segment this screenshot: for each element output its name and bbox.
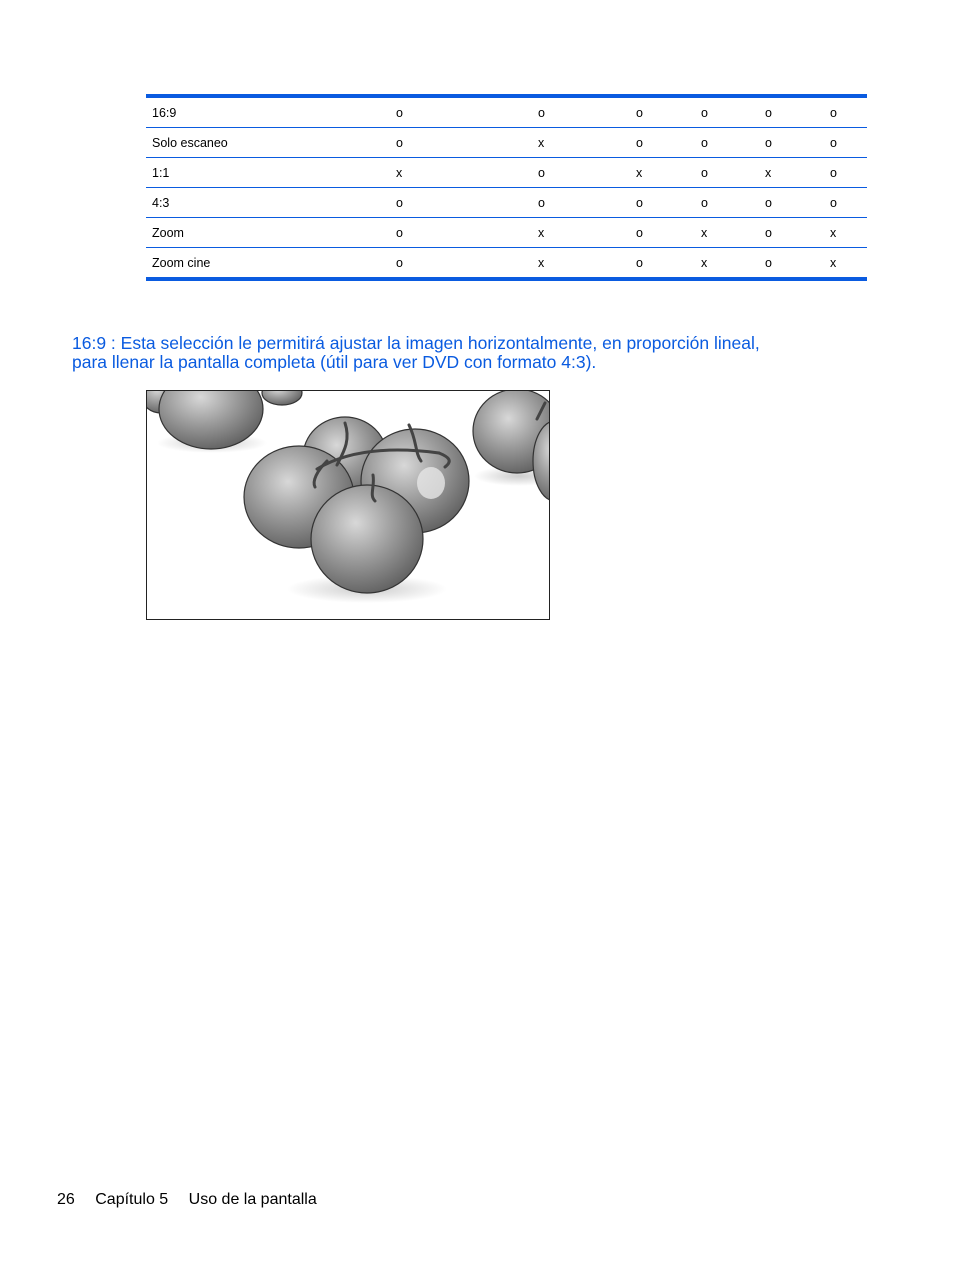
row-label: Solo escaneo — [146, 128, 396, 158]
table-row — [146, 96, 867, 128]
table-cell: x — [538, 218, 636, 248]
table-cell: o — [396, 188, 538, 218]
table-cell: o — [636, 128, 701, 158]
table-cell: o — [538, 96, 636, 128]
table-cell: o — [396, 128, 538, 158]
section-heading-line-2: para llenar la pantalla completa (útil para ver DVD con formato 4:3). — [72, 352, 597, 372]
table-cell: o — [830, 188, 867, 218]
table-cell: o — [396, 255, 403, 270]
table-cell: x — [636, 158, 701, 188]
section-heading-line-1: 16:9 : Esta selección le permitirá ajustar la imagen horizontalmente, en proporción lineal, — [72, 333, 760, 353]
table-cell: o — [538, 188, 636, 218]
table-cell: o — [765, 188, 830, 218]
table-cell: x — [538, 255, 545, 270]
table-cell: o — [830, 96, 867, 128]
table-cell: x — [765, 158, 830, 188]
table-row — [146, 248, 867, 280]
table-row — [146, 128, 867, 158]
row-label: 16:9 — [146, 96, 396, 128]
table-row — [146, 158, 867, 188]
table-cell: o — [396, 218, 538, 248]
table-cell: o — [830, 128, 867, 158]
aspect-ratio-table — [146, 94, 867, 281]
table-cell: x — [538, 128, 636, 158]
tomatoes-figure — [146, 390, 550, 620]
table-cell: o — [396, 96, 538, 128]
table-cell: o — [701, 128, 765, 158]
table-cell: x — [830, 255, 837, 270]
table-cell: o — [538, 158, 636, 188]
table-cell: x — [701, 218, 765, 248]
table-cell: o — [636, 255, 643, 270]
table-cell: o — [636, 96, 701, 128]
section-heading — [72, 334, 872, 372]
tomatoes-illustration — [147, 391, 549, 619]
table-cell: o — [636, 188, 701, 218]
table-cell: o — [636, 218, 701, 248]
row-label: Zoom cine — [152, 255, 211, 270]
table-cell: o — [701, 158, 765, 188]
chapter-title: Uso de la pantalla — [188, 1191, 317, 1208]
page-number: 26 — [57, 1191, 75, 1208]
row-label: 4:3 — [146, 188, 396, 218]
table-cell: o — [765, 128, 830, 158]
page-footer — [57, 1191, 333, 1209]
table-cell: x — [396, 158, 538, 188]
table-cell: o — [765, 255, 772, 270]
chapter-label: Capítulo 5 — [95, 1191, 169, 1208]
table-cell: x — [701, 255, 708, 270]
table-row — [146, 218, 867, 248]
row-label: 1:1 — [146, 158, 396, 188]
table-cell: x — [830, 218, 867, 248]
table-cell: o — [765, 218, 830, 248]
table-row — [146, 188, 867, 218]
table-cell: o — [765, 96, 830, 128]
row-label: Zoom — [146, 218, 396, 248]
table-cell: o — [830, 158, 867, 188]
table-cell: o — [701, 188, 765, 218]
table-cell: o — [701, 96, 765, 128]
